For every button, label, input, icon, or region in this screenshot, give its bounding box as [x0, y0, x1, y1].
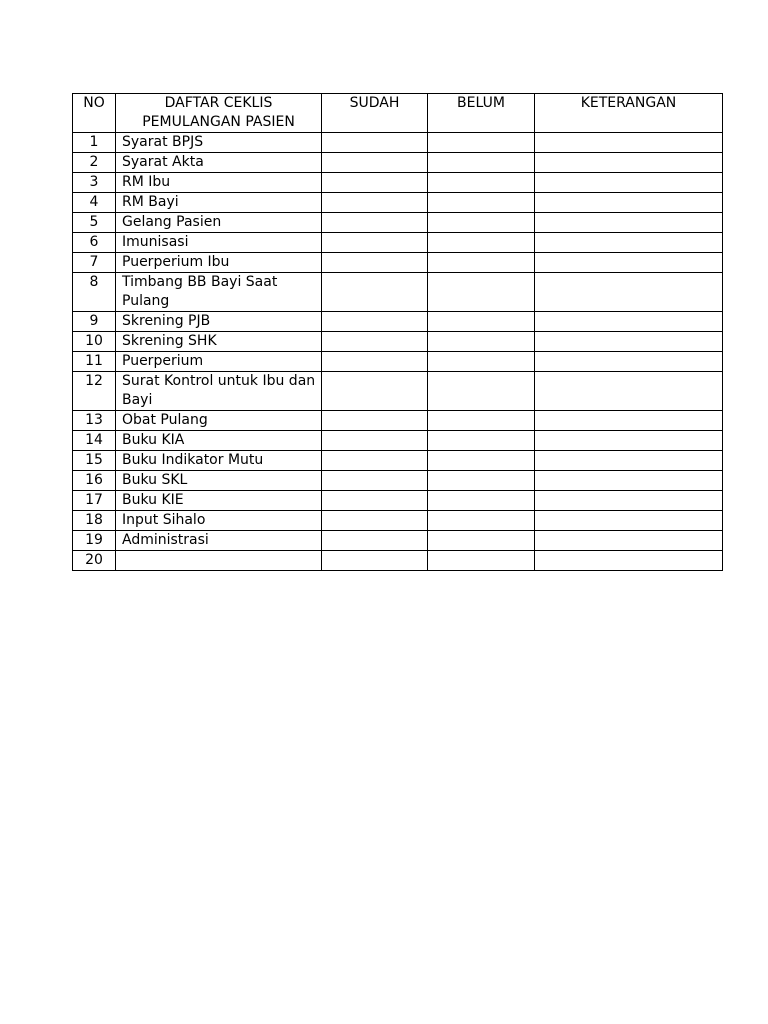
checklist-item: [116, 551, 322, 571]
notes-cell: [535, 213, 723, 233]
row-number: 4: [73, 193, 116, 213]
row-number: 20: [73, 551, 116, 571]
notes-cell: [535, 133, 723, 153]
not-done-cell: [428, 471, 535, 491]
table-row: [73, 312, 723, 332]
row-number: 18: [73, 511, 116, 531]
table-body: [73, 133, 723, 571]
checklist-item: Surat Kontrol untuk Ibu dan Bayi: [116, 372, 322, 411]
notes-cell: [535, 431, 723, 451]
row-number: 13: [73, 411, 116, 431]
notes-cell: [535, 253, 723, 273]
not-done-cell: [428, 213, 535, 233]
checklist-item: RM Bayi: [116, 193, 322, 213]
table-row: [73, 551, 723, 571]
checklist-item: Skrening PJB: [116, 312, 322, 332]
header-not-done: BELUM: [428, 94, 535, 133]
done-cell: [322, 153, 428, 173]
table-row: [73, 193, 723, 213]
discharge-checklist-table: [72, 93, 723, 571]
table-row: [73, 233, 723, 253]
row-number: 16: [73, 471, 116, 491]
notes-cell: [535, 372, 723, 411]
notes-cell: [535, 233, 723, 253]
row-number: 17: [73, 491, 116, 511]
table-row: [73, 173, 723, 193]
table-row: [73, 332, 723, 352]
notes-cell: [535, 531, 723, 551]
done-cell: [322, 411, 428, 431]
checklist-item: Obat Pulang: [116, 411, 322, 431]
table-row: [73, 471, 723, 491]
done-cell: [322, 173, 428, 193]
notes-cell: [535, 411, 723, 431]
done-cell: [322, 133, 428, 153]
done-cell: [322, 332, 428, 352]
done-cell: [322, 471, 428, 491]
done-cell: [322, 491, 428, 511]
notes-cell: [535, 153, 723, 173]
header-checklist-item: DAFTAR CEKLIS PEMULANGAN PASIEN: [116, 94, 322, 133]
table-row: [73, 273, 723, 312]
not-done-cell: [428, 273, 535, 312]
not-done-cell: [428, 352, 535, 372]
notes-cell: [535, 332, 723, 352]
table-row: [73, 352, 723, 372]
row-number: 7: [73, 253, 116, 273]
row-number: 3: [73, 173, 116, 193]
notes-cell: [535, 312, 723, 332]
table-row: [73, 253, 723, 273]
notes-cell: [535, 471, 723, 491]
notes-cell: [535, 491, 723, 511]
checklist-item: Input Sihalo: [116, 511, 322, 531]
not-done-cell: [428, 312, 535, 332]
notes-cell: [535, 451, 723, 471]
not-done-cell: [428, 511, 535, 531]
checklist-item: Gelang Pasien: [116, 213, 322, 233]
not-done-cell: [428, 193, 535, 213]
not-done-cell: [428, 551, 535, 571]
table-row: [73, 491, 723, 511]
table-row: [73, 511, 723, 531]
table-header-row: [73, 94, 723, 133]
not-done-cell: [428, 431, 535, 451]
not-done-cell: [428, 332, 535, 352]
done-cell: [322, 451, 428, 471]
not-done-cell: [428, 372, 535, 411]
row-number: 5: [73, 213, 116, 233]
header-no: NO: [73, 94, 116, 133]
row-number: 8: [73, 273, 116, 312]
row-number: 9: [73, 312, 116, 332]
not-done-cell: [428, 531, 535, 551]
notes-cell: [535, 352, 723, 372]
checklist-item: Buku KIE: [116, 491, 322, 511]
not-done-cell: [428, 173, 535, 193]
done-cell: [322, 431, 428, 451]
not-done-cell: [428, 491, 535, 511]
not-done-cell: [428, 253, 535, 273]
header-done: SUDAH: [322, 94, 428, 133]
done-cell: [322, 511, 428, 531]
row-number: 6: [73, 233, 116, 253]
done-cell: [322, 352, 428, 372]
row-number: 2: [73, 153, 116, 173]
notes-cell: [535, 193, 723, 213]
notes-cell: [535, 173, 723, 193]
row-number: 19: [73, 531, 116, 551]
checklist-item: Buku KIA: [116, 431, 322, 451]
notes-cell: [535, 511, 723, 531]
checklist-item: Skrening SHK: [116, 332, 322, 352]
done-cell: [322, 273, 428, 312]
checklist-item: Syarat BPJS: [116, 133, 322, 153]
table-row: [73, 411, 723, 431]
done-cell: [322, 312, 428, 332]
checklist-item: Timbang BB Bayi Saat Pulang: [116, 273, 322, 312]
row-number: 14: [73, 431, 116, 451]
table-row: [73, 133, 723, 153]
row-number: 11: [73, 352, 116, 372]
checklist-item: Buku SKL: [116, 471, 322, 491]
table-row: [73, 372, 723, 411]
done-cell: [322, 193, 428, 213]
checklist-item: Syarat Akta: [116, 153, 322, 173]
document-page: [72, 93, 723, 571]
checklist-item: Puerperium Ibu: [116, 253, 322, 273]
row-number: 10: [73, 332, 116, 352]
checklist-item: Puerperium: [116, 352, 322, 372]
done-cell: [322, 233, 428, 253]
table-row: [73, 431, 723, 451]
not-done-cell: [428, 133, 535, 153]
notes-cell: [535, 273, 723, 312]
checklist-item: RM Ibu: [116, 173, 322, 193]
done-cell: [322, 372, 428, 411]
checklist-item: Imunisasi: [116, 233, 322, 253]
header-notes: KETERANGAN: [535, 94, 723, 133]
done-cell: [322, 253, 428, 273]
done-cell: [322, 213, 428, 233]
row-number: 15: [73, 451, 116, 471]
not-done-cell: [428, 153, 535, 173]
checklist-item: Buku Indikator Mutu: [116, 451, 322, 471]
table-row: [73, 213, 723, 233]
notes-cell: [535, 551, 723, 571]
done-cell: [322, 531, 428, 551]
table-row: [73, 153, 723, 173]
table-row: [73, 531, 723, 551]
row-number: 12: [73, 372, 116, 411]
table-row: [73, 451, 723, 471]
not-done-cell: [428, 451, 535, 471]
not-done-cell: [428, 411, 535, 431]
not-done-cell: [428, 233, 535, 253]
row-number: 1: [73, 133, 116, 153]
checklist-item: Administrasi: [116, 531, 322, 551]
done-cell: [322, 551, 428, 571]
